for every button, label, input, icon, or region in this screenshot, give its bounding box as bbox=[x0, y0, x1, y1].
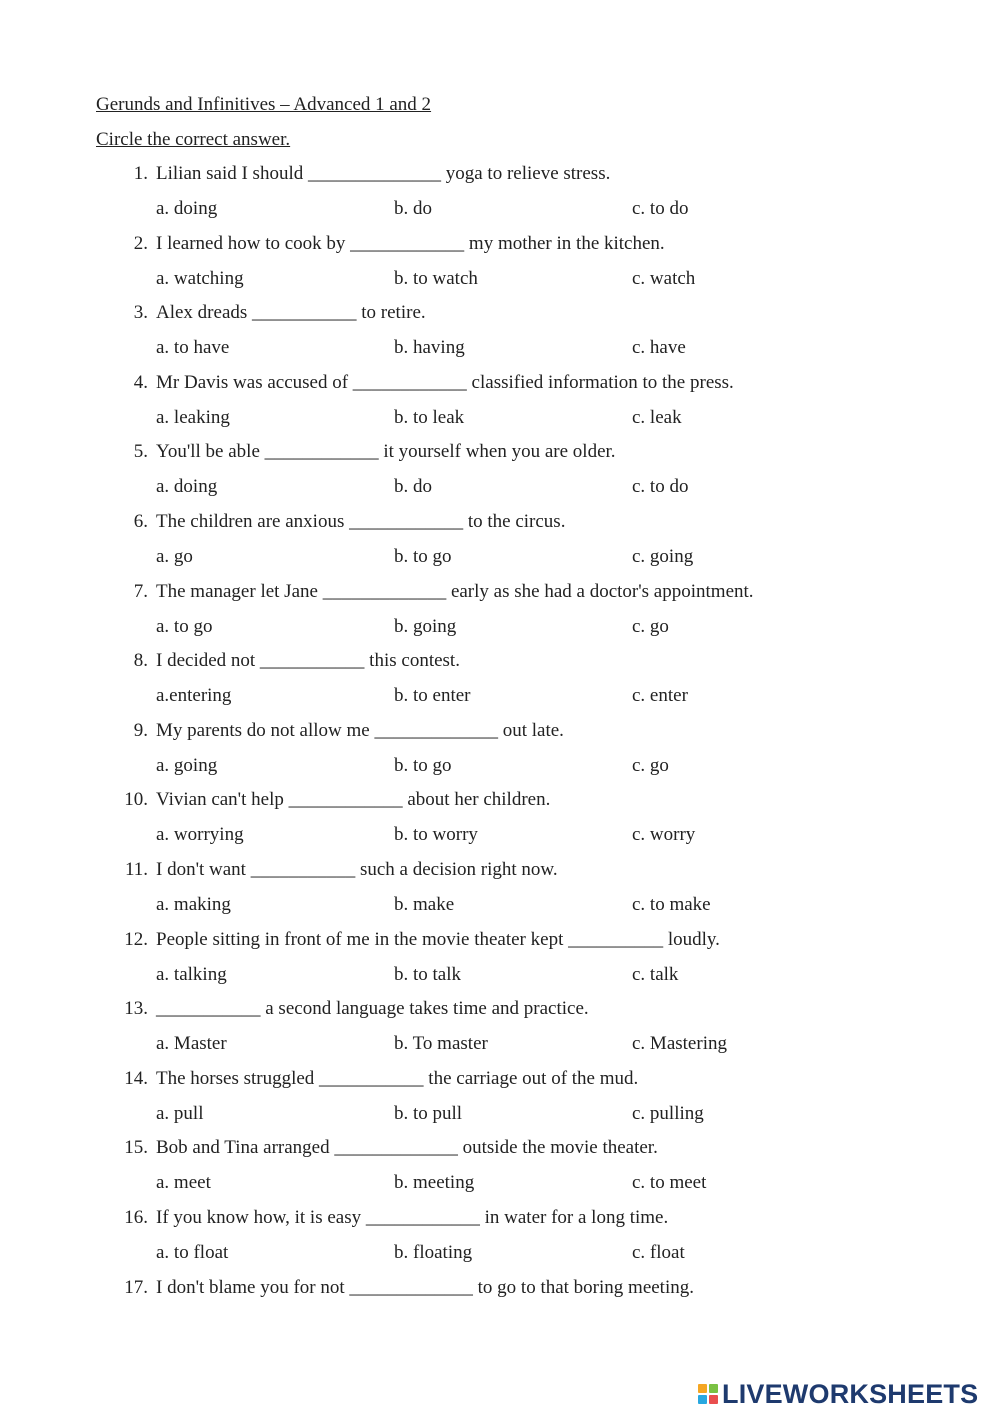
question-number: 14. bbox=[124, 1067, 148, 1089]
answer-option-b[interactable]: b. having bbox=[394, 337, 465, 359]
question-item bbox=[0, 581, 1000, 651]
answer-option-b[interactable]: b. to talk bbox=[394, 963, 462, 985]
question-text: I don't blame you for not _____________ to go to that boring meeting. bbox=[156, 1276, 694, 1298]
question-number: 17. bbox=[124, 1276, 148, 1298]
question-number: 15. bbox=[124, 1137, 148, 1159]
question-text: If you know how, it is easy ____________ in water for a long time. bbox=[156, 1206, 669, 1228]
answer-option-b[interactable]: b. do bbox=[394, 198, 432, 219]
liveworksheets-logo-text: LIVEWORKSHEETS bbox=[722, 1378, 979, 1409]
answer-option-c[interactable]: c. go bbox=[632, 615, 669, 637]
answer-option-c[interactable]: c. go bbox=[632, 754, 669, 776]
answer-option-b[interactable]: b. to watch bbox=[394, 267, 478, 289]
answer-option-c[interactable]: c. talk bbox=[632, 963, 679, 985]
worksheet-title: Gerunds and Infinitives – Advanced 1 and 2 bbox=[96, 94, 432, 115]
question-number: 16. bbox=[124, 1206, 148, 1228]
question-number: 12. bbox=[124, 928, 148, 950]
question-item bbox=[0, 1207, 1000, 1277]
answer-option-c[interactable]: c. to do bbox=[632, 476, 689, 498]
answer-option-b[interactable]: b. floating bbox=[394, 1241, 473, 1263]
question-text: ___________ a second language takes time and practice. bbox=[156, 998, 589, 1020]
worksheet-instruction: Circle the correct answer. bbox=[96, 129, 291, 150]
question-text: I learned how to cook by ____________ my mother in the kitchen. bbox=[156, 232, 665, 254]
question-item bbox=[0, 441, 1000, 511]
answer-option-b[interactable]: b. going bbox=[394, 615, 457, 637]
answer-option-c[interactable]: c. float bbox=[632, 1241, 685, 1263]
question-item bbox=[0, 233, 1000, 303]
question-item bbox=[0, 302, 1000, 372]
question-text: I don't want ___________ such a decision right now. bbox=[156, 858, 558, 880]
answer-option-c[interactable]: c. Mastering bbox=[632, 1033, 727, 1055]
question-item bbox=[0, 163, 1000, 233]
question-item bbox=[0, 1137, 1000, 1207]
question-item bbox=[0, 1068, 1000, 1138]
answer-option-c[interactable]: c. enter bbox=[632, 685, 688, 707]
answer-option-a[interactable]: a.entering bbox=[156, 685, 232, 707]
answer-option-a[interactable]: a. leaking bbox=[156, 406, 230, 428]
question-item bbox=[0, 720, 1000, 790]
answer-option-b[interactable]: b. meeting bbox=[394, 1172, 475, 1194]
answer-option-b[interactable]: b. do bbox=[394, 476, 432, 498]
answer-option-a[interactable]: a. pull bbox=[156, 1102, 204, 1124]
question-item bbox=[0, 650, 1000, 720]
question-text: People sitting in front of me in the movie theater kept __________ loudly. bbox=[156, 928, 720, 950]
answer-option-a[interactable]: a. going bbox=[156, 754, 218, 776]
answer-option-a[interactable]: a. to float bbox=[156, 1241, 229, 1263]
question-text: The manager let Jane _____________ early as she had a doctor's appointment. bbox=[156, 580, 754, 602]
answer-option-a[interactable]: a. watching bbox=[156, 267, 244, 289]
answer-option-a[interactable]: a. to have bbox=[156, 337, 230, 359]
answer-option-c[interactable]: c. going bbox=[632, 545, 694, 567]
question-number: 7. bbox=[133, 580, 148, 602]
answer-option-a[interactable]: a. to go bbox=[156, 615, 213, 637]
question-text: Alex dreads ___________ to retire. bbox=[156, 302, 426, 324]
question-text: Bob and Tina arranged _____________ outside the movie theater. bbox=[156, 1137, 658, 1159]
question-number: 6. bbox=[133, 510, 148, 532]
question-number: 1. bbox=[133, 163, 148, 184]
question-number: 5. bbox=[133, 441, 148, 463]
answer-option-a[interactable]: a. making bbox=[156, 893, 231, 915]
answer-option-a[interactable]: a. Master bbox=[156, 1033, 227, 1055]
question-text: Vivian can't help ____________ about her children. bbox=[156, 789, 551, 811]
logo-tile bbox=[698, 1384, 707, 1393]
answer-option-a[interactable]: a. worrying bbox=[156, 824, 244, 846]
liveworksheets-logo-icon bbox=[698, 1384, 718, 1404]
question-item bbox=[0, 1277, 1000, 1347]
answer-option-c[interactable]: c. worry bbox=[632, 824, 696, 846]
logo-tile bbox=[709, 1395, 718, 1404]
answer-option-b[interactable]: b. to go bbox=[394, 545, 452, 567]
answer-option-c[interactable]: c. leak bbox=[632, 406, 682, 428]
question-item bbox=[0, 929, 1000, 999]
answer-option-c[interactable]: c. to do bbox=[632, 198, 689, 219]
answer-option-b[interactable]: b. to go bbox=[394, 754, 452, 776]
answer-option-b[interactable]: b. to leak bbox=[394, 406, 465, 428]
answer-option-b[interactable]: b. to worry bbox=[394, 824, 478, 846]
question-text: My parents do not allow me _____________ out late. bbox=[156, 719, 564, 741]
question-number: 13. bbox=[124, 998, 148, 1020]
question-text: You'll be able ____________ it yourself when you are older. bbox=[156, 441, 616, 463]
question-number: 8. bbox=[133, 650, 148, 672]
question-number: 9. bbox=[133, 719, 148, 741]
answer-option-b[interactable]: b. make bbox=[394, 893, 455, 915]
question-number: 10. bbox=[124, 789, 148, 811]
question-item bbox=[0, 859, 1000, 929]
answer-option-c[interactable]: c. watch bbox=[632, 267, 696, 289]
answer-option-b[interactable]: b. to enter bbox=[394, 685, 471, 707]
answer-option-c[interactable]: c. to make bbox=[632, 893, 711, 915]
answer-option-a[interactable]: a. doing bbox=[156, 198, 218, 219]
question-number: 4. bbox=[133, 371, 148, 393]
answer-option-a[interactable]: a. go bbox=[156, 545, 193, 567]
answer-option-b[interactable]: b. to pull bbox=[394, 1102, 463, 1124]
question-text: I decided not ___________ this contest. bbox=[156, 650, 460, 672]
question-item bbox=[0, 372, 1000, 442]
liveworksheets-logo bbox=[698, 1378, 978, 1410]
answer-option-a[interactable]: a. talking bbox=[156, 963, 227, 985]
question-number: 2. bbox=[133, 232, 148, 254]
question-text: The horses struggled ___________ the carriage out of the mud. bbox=[156, 1067, 639, 1089]
logo-tile bbox=[709, 1384, 718, 1393]
question-text: Lilian said I should ______________ yoga to relieve stress. bbox=[156, 163, 611, 184]
answer-option-b[interactable]: b. To master bbox=[394, 1033, 488, 1055]
question-text: Mr Davis was accused of ____________ classified information to the press. bbox=[156, 371, 734, 393]
answer-option-a[interactable]: a. doing bbox=[156, 476, 218, 498]
question-item bbox=[0, 511, 1000, 581]
answer-option-a[interactable]: a. meet bbox=[156, 1172, 211, 1194]
question-item bbox=[0, 789, 1000, 859]
question-text: The children are anxious ____________ to the circus. bbox=[156, 510, 566, 532]
answer-option-c[interactable]: c. have bbox=[632, 337, 686, 359]
question-number: 3. bbox=[133, 302, 148, 324]
question-number: 11. bbox=[124, 858, 148, 880]
answer-option-c[interactable]: c. pulling bbox=[632, 1102, 704, 1124]
answer-option-c[interactable]: c. to meet bbox=[632, 1172, 707, 1194]
question-item bbox=[0, 998, 1000, 1068]
logo-tile bbox=[698, 1395, 707, 1404]
question-list bbox=[0, 163, 1000, 1346]
